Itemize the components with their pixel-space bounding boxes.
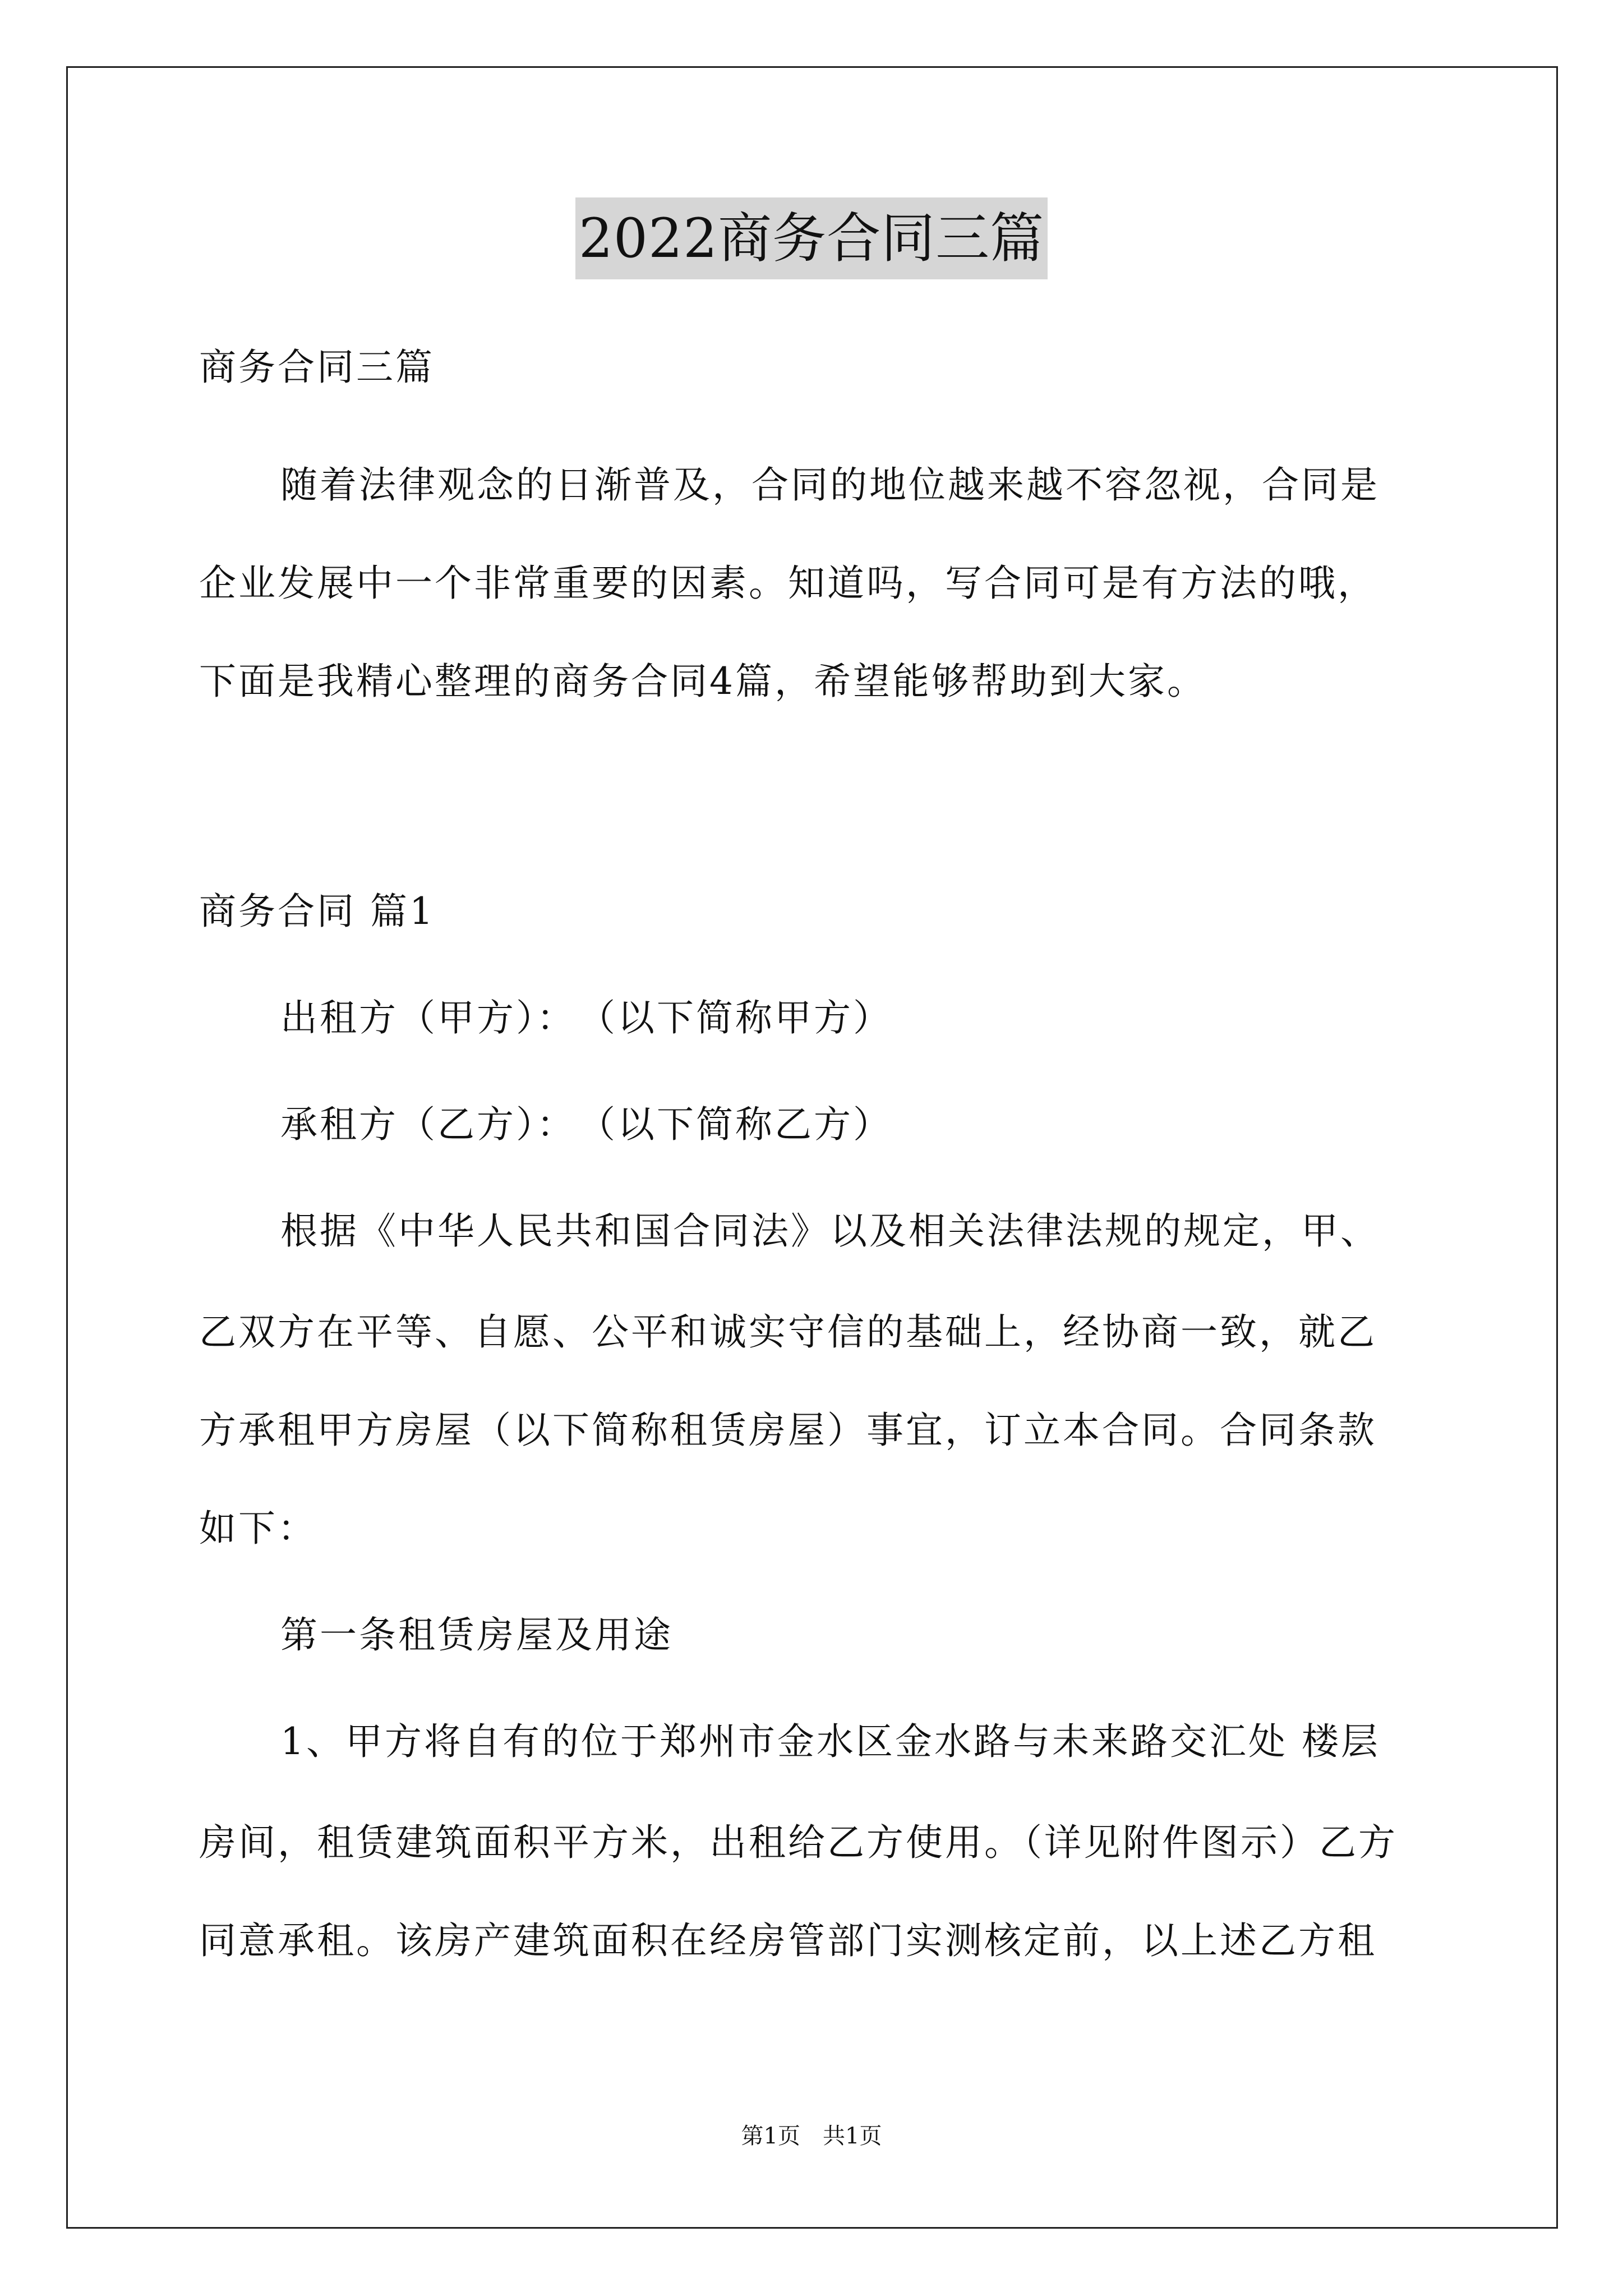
- paragraph-line: 下面是我精心整理的商务合同4篇，希望能够帮助到大家。: [199, 660, 1206, 703]
- page-footer: 第1页 共1页: [741, 2123, 882, 2149]
- paragraph-line: 房间，租赁建筑面积平方米，出租给乙方使用。（详见附件图示）乙方: [199, 1821, 1398, 1864]
- lessee-line: 承租方（乙方）： （以下简称乙方）: [280, 1103, 892, 1146]
- document-title: 2022商务合同三篇: [575, 197, 1048, 279]
- paragraph-line: 1、甲方将自有的位于郑州市金水区金水路与未来路交汇处 楼层: [280, 1720, 1380, 1763]
- section-heading: 商务合同三篇: [199, 346, 435, 389]
- contract-heading: 商务合同 篇1: [199, 890, 435, 933]
- paragraph-line: 根据《中华人民共和国合同法》以及相关法律法规的规定，甲、: [280, 1209, 1380, 1253]
- title-container: [0, 197, 1623, 279]
- paragraph-line: 方承租甲方房屋（以下简称租赁房屋）事宜，订立本合同。合同条款: [199, 1409, 1377, 1452]
- paragraph-line: 乙双方在平等、自愿、公平和诚实守信的基础上，经协商一致，就乙: [199, 1310, 1377, 1354]
- article-heading: 第一条租赁房屋及用途: [280, 1613, 673, 1657]
- paragraph-line: 同意承租。该房产建筑面积在经房管部门实测核定前，以上述乙方租: [199, 1919, 1377, 1962]
- paragraph-line: 企业发展中一个非常重要的因素。知道吗，写合同可是有方法的哦，: [199, 562, 1377, 605]
- lessor-line: 出租方（甲方）： （以下简称甲方）: [280, 996, 892, 1039]
- paragraph-line: 如下：: [199, 1507, 317, 1550]
- paragraph-line: 随着法律观念的日渐普及，合同的地位越来越不容忽视，合同是: [280, 463, 1380, 507]
